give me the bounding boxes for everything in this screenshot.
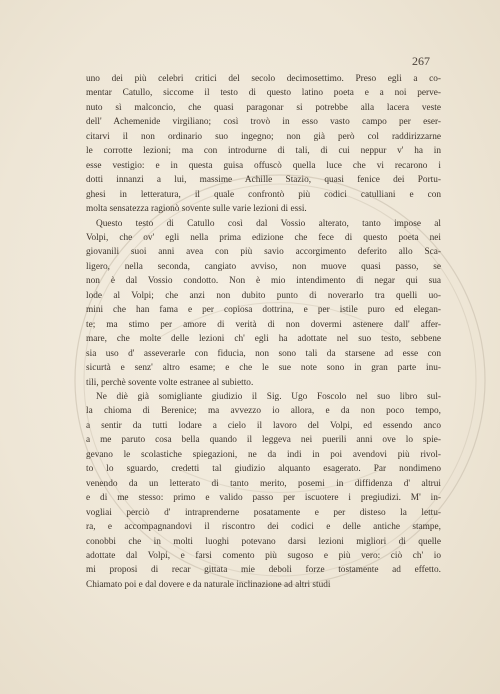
text-line: lode al Volpi; che anzi non dubito punto di noverarlo tra quelli uo- (86, 290, 441, 301)
text-line: tili, perchè sovente volte estranee al subietto. (86, 377, 254, 388)
page-number: 267 (412, 54, 430, 68)
text-line: ghesi in letteratura, il quale confrontò più codici catulliani e con (86, 189, 441, 200)
text-line: non è dal Vossio condotto. Non è mio intendimento di negar qui sua (86, 276, 441, 287)
text-line: to lo sguardo, credetti tal giudizio alquanto esagerato. Par nondimeno (86, 464, 441, 475)
body-text (86, 72, 441, 592)
text-line: Chiamato poi e dal dovere e da naturale inclinazione ad altri studi (86, 579, 331, 590)
paragraph (86, 72, 441, 217)
text-line: mentar Catullo, siccome il testo di questo latino poeta e a noi perve- (86, 88, 441, 99)
text-line: Ne diè già somigliante giudizio il Sig. Ugo Foscolo nel suo libro sul- (96, 391, 441, 402)
text-line: esse vestigio: e in questa guisa offuscò quella luce che vi recarono i (86, 160, 441, 171)
paragraph (86, 217, 441, 390)
text-line: a me paruto cosa bella quando il leggeva nei puerili anni ove lo spie- (86, 435, 441, 446)
text-line: Questo testo di Catullo così dal Vossio alterato, tanto impose al (96, 218, 441, 229)
text-line: mini che han fama e per copiosa dottrina, e per istile puro ed elegan- (86, 305, 441, 316)
text-line: gevano le scolastiche spiegazioni, ne da indi in poi avendovi più rivol- (86, 449, 441, 460)
text-line: dell' Achemenide virgiliano; così trovò in esso vasto campo per eser- (86, 117, 441, 128)
text-line: mare, che molte delle lezioni ch' egli ha adottate nel suo testo, sebbene (86, 334, 441, 345)
paragraph (86, 390, 441, 592)
text-line: ra, e accompagnandovi il riscontro dei codici e delle antiche stampe, (86, 522, 441, 533)
text-line: vogliai perciò d' intraprenderne posatamente e per disteso la lettu- (86, 507, 441, 518)
text-line: adottate dal Volpi, e farsi comento più sugoso e più vero: ciò ch' io (86, 550, 441, 561)
text-line: sicurtà e senz' altro esame; e che le sue note sono in gran parte inu- (86, 363, 441, 374)
text-line: giovanili suoi anni avea con più savio accorgimento deferito allo Sca- (86, 247, 441, 258)
text-line: Volpi, che ov' egli nella prima edizione che fece di questo poeta nei (86, 232, 441, 243)
text-line: le corrotte lezioni; ma con introdurne di tali, di cui neppur v' ha in (86, 146, 441, 157)
text-line: mi proposi di recar gittata mie deboli forze tostamente ad effetto. (86, 565, 441, 576)
text-line: a sentir da tutti lodare a cielo il lavoro del Volpi, ed essendo anco (86, 420, 441, 431)
text-line: citarvi il non ordinario suo ingegno; non già però col raddirizzarne (86, 131, 441, 142)
text-line: ligero, nella seconda, cangiato avviso, non muove quasi passo, se (86, 261, 441, 272)
text-line: venendo da un letterato di tanto merito, posemi in diffidenza d' altrui (86, 478, 441, 489)
text-line: la chioma di Berenice; ma avvezzo io allora, e da non poco tempo, (86, 406, 441, 417)
text-line: te; ma stimo per amore di verità di non dovermi astenere dall' affer- (86, 319, 441, 330)
text-line: uno dei più celebri critici del secolo decimosettimo. Preso egli a co- (86, 74, 441, 84)
text-line: dotti innanzi a lui, massime Achille Stazio, quasi fenice dei Portu- (86, 175, 441, 186)
text-line: sia uso d' asseverarle con fiducia, non sono tali da starsene ad esse con (86, 348, 441, 359)
text-line: e di me stesso: primo e valido passo per iscuotere i pregiudizi. M' in- (86, 493, 441, 504)
text-line: nuto sì malconcio, che quasi paragonar si potrebbe alla lacera veste (86, 102, 441, 113)
text-line: conobbi che in molti luoghi potevano darsi lezioni migliori di quelle (86, 536, 441, 547)
text-line: molta sensatezza ragionò sovente sulle varie lezioni di essi. (86, 204, 307, 215)
